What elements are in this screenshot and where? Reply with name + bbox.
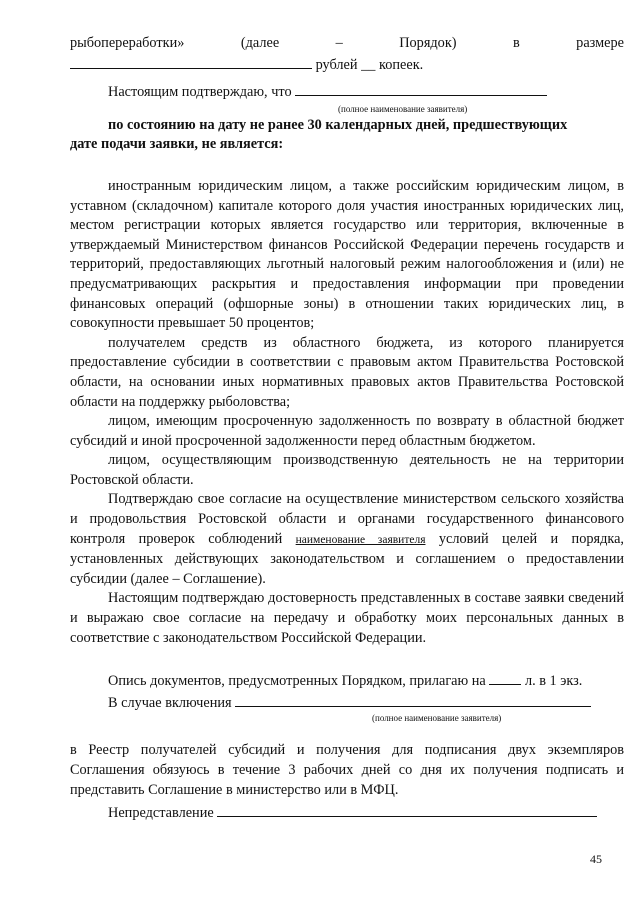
word: Порядок) xyxy=(399,35,457,51)
amount-line xyxy=(70,54,624,76)
word: рыбопереработки» xyxy=(70,35,185,51)
caption-applicant-2: (полное наименование заявителя) xyxy=(372,713,502,724)
amount-suffix: рублей __ копеек. xyxy=(312,56,424,73)
applicant-name-underlined: наименование заявителя xyxy=(295,533,426,546)
line-1 xyxy=(70,34,624,54)
applicant-name-blank-2 xyxy=(235,692,591,707)
nonsubmission-line: Непредставление xyxy=(70,802,624,824)
paragraph-5: Подтверждаю свое согласие на осуществление министерством сельского хозяйства и продовольствия Ростовской области и органами государственного финансового контроля проверок соблюдений наименование заявителя условий целей и порядка, установленных действующих законодательством и соглашением о предоставлении субсидии (далее – Соглашение). xyxy=(70,491,625,587)
applicant-name-blank xyxy=(295,81,547,96)
word: – xyxy=(335,35,343,51)
amount-blank xyxy=(70,54,312,69)
bold-line-1: по состоянию на дату не ранее 30 календарных дней, предшествующих xyxy=(108,116,568,133)
nonsubmission-blank xyxy=(217,802,597,817)
inclusion-line: В случае включения xyxy=(70,692,624,714)
inventory-line: Опись документов, предусмотренных Порядком, прилагаю на л. в 1 экз. xyxy=(70,670,624,692)
confirm-line xyxy=(70,81,624,103)
paragraph-4: лицом, осуществляющим производственную деятельность не на территории Ростовской области. xyxy=(70,452,624,488)
page-number: 45 xyxy=(590,852,602,866)
paragraph-1: иностранным юридическим лицом, а также российским юридическим лицом, в уставном (складочном) капитале которого доля участия иностранных юридических лиц, местом регистрации которых является государство или территория, включенные в утверждаемый Министерством финансов Российской Федерации перечень государств и территорий, предоставляющих льготный налоговый режим налогообложения и (или) не предусматривающих раскрытия и предоставления информации при проведении финансовых операций (офшорные зоны) в отношении таких юридических лиц, в совокупности превышает 50 процентов; xyxy=(70,177,624,332)
word: (далее xyxy=(240,35,280,51)
sheets-blank xyxy=(489,670,521,685)
confirm-text: Настоящим подтверждаю, что xyxy=(108,84,292,101)
paragraph-3: лицом, имеющим просроченную задолженность по возврату в областной бюджет субсидий и иной просроченной задолженности перед областным бюджетом. xyxy=(70,413,624,449)
paragraph-6: Настоящим подтверждаю достоверность представленных в составе заявки сведений и выражаю свое согласие на передачу и обработку моих персональных данных в соответствие с законодательством Российской Федерации. xyxy=(70,590,624,646)
caption-applicant: (полное наименование заявителя) xyxy=(338,103,468,114)
bold-line-2: дате подачи заявки, не является: xyxy=(70,136,284,153)
paragraph-2: получателем средств из областного бюджета, из которого планируется предоставление субсидии в соответствии с правовым актом Правительства Ростовской области, на основании иных нормативных правовых актов Правительства Ростовской области на поддержку рыболовства; xyxy=(70,334,624,410)
word: размере xyxy=(576,35,624,51)
paragraph-9: в Реестр получателей субсидий и получения для подписания двух экземпляров Соглашения обязуюсь в течение 3 рабочих дней со дня их получения подписать и представить Соглашение в министерство или в МФЦ. xyxy=(70,742,624,798)
word: в xyxy=(512,35,520,51)
